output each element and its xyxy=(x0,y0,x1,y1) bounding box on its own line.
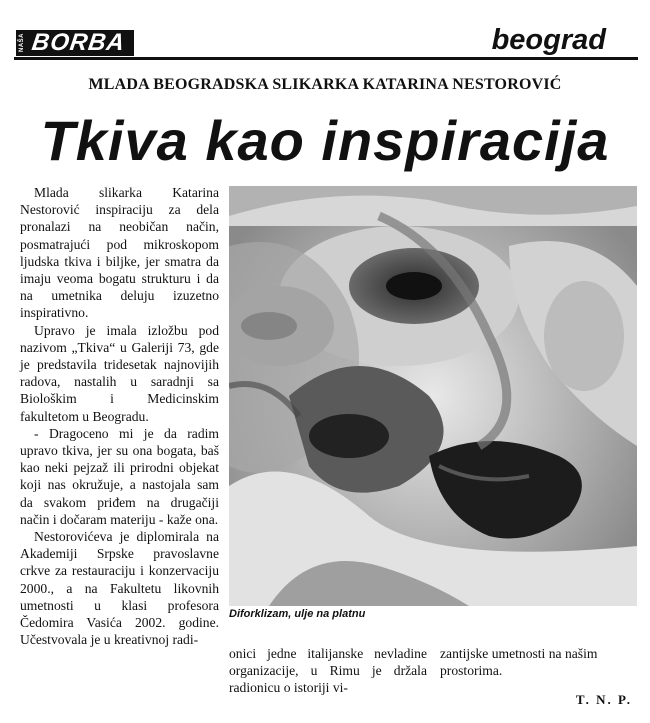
paragraph: onici jedne italijanske nevladine organizacije, u Rimu je držala radionicu o istoriji vi- xyxy=(229,646,427,696)
section-label: beograd xyxy=(491,24,606,56)
masthead-rule xyxy=(14,57,638,60)
paragraph: Upravo je imala izložbu pod nazivom „Tkiva“ u Galeriji 73, gde je predstavila tridesetak najnovijih radova, nastalih u saradnji sa Biološkim i Medicinskim fakultetom u Beogradu. xyxy=(20,322,219,424)
masthead xyxy=(8,10,642,60)
logo-word: BORBA xyxy=(30,29,127,56)
article-title: Tkiva kao inspiracija xyxy=(40,109,610,172)
author-signature: T. N. P. xyxy=(575,692,632,707)
article-body xyxy=(20,184,219,648)
article-ending xyxy=(440,645,638,679)
paragraph: Mlada slikarka Katarina Nestorović inspiraciju za dela pronalazi na neobičan način, posmatrajući pod mikroskopom ljudska tkiva i biljke, jer smatra da imaju veoma bogatu strukturu i da na umetnika deluju izuzetno inspirativno. xyxy=(20,185,219,321)
logo-tag: NAŠA xyxy=(19,33,25,53)
paragraph: - Dragoceno mi je da radim upravo tkiva, jer su ona bogata, baš kao neki pejzaž ili prirodni objekat koji nas okružuje, a nastojala sam da svakom priđem na drugačiji način i dočaram materiju - kaže ona. xyxy=(20,425,219,527)
painting-photo xyxy=(229,186,637,606)
borba-logo xyxy=(16,30,134,56)
paragraph: Nestorovićeva je diplomirala na Akademiji Srpske pravoslavne crkve za restauraciju i konzervaciju 2000., a na Fakultetu likovnih umetnosti u klasi profesora Čedomira Vasića 2002. godine. Učestvovala je u kreativnoj radi- xyxy=(20,529,219,648)
painting-image xyxy=(229,186,637,606)
article-kicker: MLADA BEOGRADSKA SLIKARKA KATARINA NESTOROVIĆ xyxy=(88,76,562,93)
paragraph: zantijske umetnosti na našim prostorima. xyxy=(440,646,598,679)
photo-caption: Diforklizam, ulje na platnu xyxy=(229,608,366,620)
article-continuation xyxy=(229,645,427,697)
